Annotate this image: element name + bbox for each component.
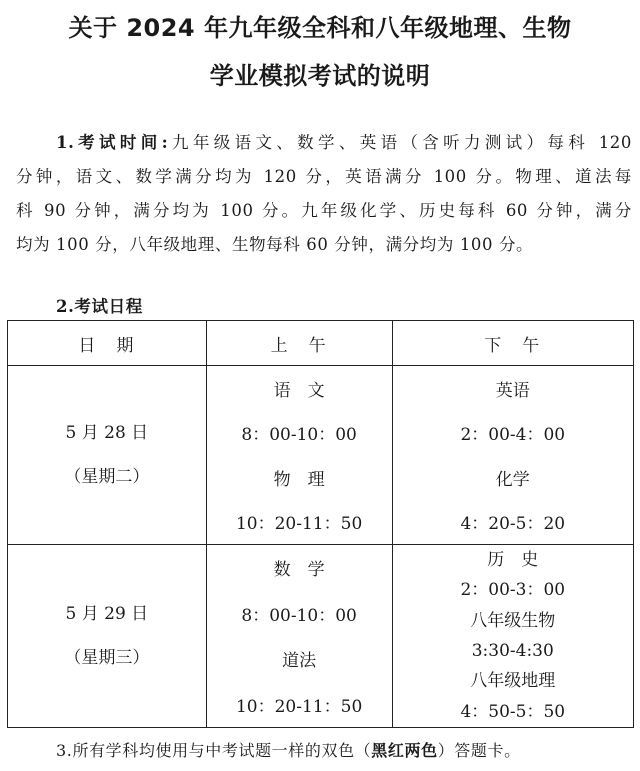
time-range: 10：20-11：50: [235, 696, 363, 717]
exam-schedule-table: [7, 320, 634, 728]
subject-name: 道法: [282, 651, 317, 672]
subject-name: 语 文: [273, 380, 325, 401]
header-afternoon: 下 午: [392, 321, 633, 366]
subject-name: 历 史: [487, 550, 539, 571]
answer-sheet-bold: 黑红两色: [371, 741, 438, 760]
date-cell: [8, 366, 207, 545]
time-range: 8：00-10：00: [241, 605, 357, 626]
exam-time-line-4: 均为 100 分，八年级地理、生物每科 60 分钟，满分均为 100 分。: [16, 235, 534, 254]
table-row: [8, 366, 634, 545]
document-title-line-2: 学业模拟考试的说明: [209, 62, 431, 90]
time-range: 4：20-5：20: [460, 514, 566, 535]
exam-time-line-2: 分钟，语文、数学满分均为 120 分，英语满分 100 分。物理、道法每: [16, 167, 632, 186]
document-title-line-1: 关于 2024 年九年级全科和八年级地理、生物: [68, 14, 572, 42]
morning-cell: [206, 545, 392, 728]
subject-name: 八年级生物: [470, 610, 556, 631]
exam-time-text-1: 九年级语文、数学、英语（含听力测试）每科 120: [168, 133, 632, 152]
exam-time-line-1: [16, 126, 632, 160]
table-header-row: [8, 321, 634, 366]
answer-sheet-text-after: ）答题卡。: [437, 741, 521, 760]
subject-name: 英语: [495, 380, 530, 401]
afternoon-cell: [392, 366, 633, 545]
header-date: 日 期: [8, 321, 207, 366]
exam-time-paragraph: [16, 126, 632, 262]
exam-time-label: 1.考试时间:: [56, 133, 169, 152]
answer-sheet-text-before: 3.所有学科均使用与中考试题一样的双色（: [56, 741, 372, 760]
time-range: 3:30-4:30: [471, 641, 554, 662]
time-range: 2：00-3：00: [460, 580, 566, 601]
answer-sheet-note: [56, 734, 636, 768]
subject-name: 化学: [495, 469, 530, 490]
afternoon-cell: [392, 545, 633, 728]
table-row: [8, 545, 634, 728]
subject-name: 八年级地理: [470, 671, 556, 692]
weekday-text: （星期三）: [64, 648, 150, 668]
time-range: 4：50-5：50: [460, 701, 566, 722]
morning-cell: [206, 366, 392, 545]
time-range: 10：20-11：50: [235, 514, 363, 535]
weekday-text: （星期二）: [64, 467, 150, 487]
header-morning: 上 午: [206, 321, 392, 366]
time-range: 8：00-10：00: [241, 425, 357, 446]
subject-name: 数 学: [273, 560, 325, 581]
date-text: 5 月 28 日: [65, 423, 149, 443]
exam-time-line-3: 科 90 分钟，满分均为 100 分。九年级化学、历史每科 60 分钟，满分: [16, 201, 632, 220]
subject-name: 物 理: [273, 469, 325, 490]
schedule-heading: 2.考试日程: [56, 297, 143, 316]
date-text: 5 月 29 日: [65, 604, 149, 624]
time-range: 2：00-4：00: [460, 425, 566, 446]
date-cell: [8, 545, 207, 728]
